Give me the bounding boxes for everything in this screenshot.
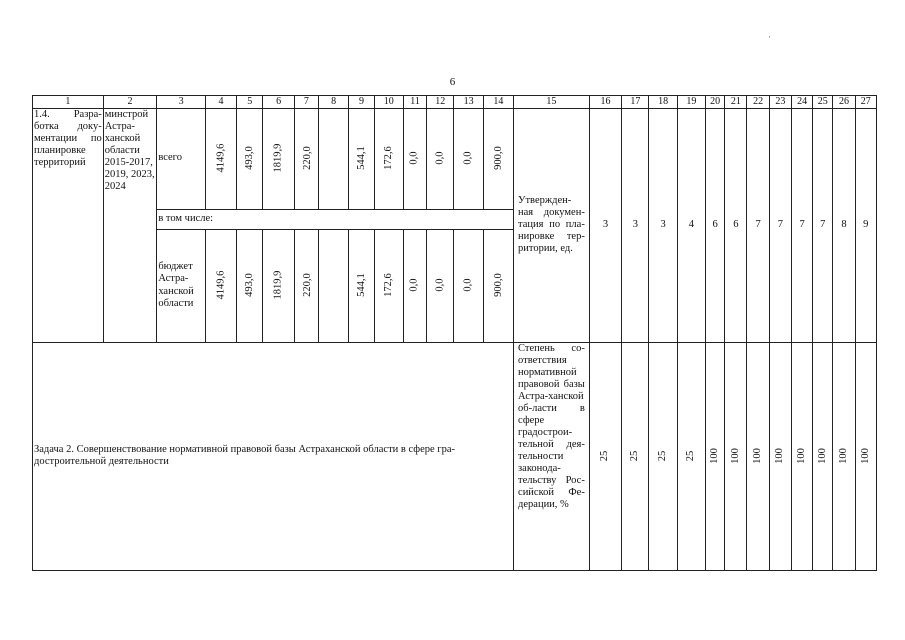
- task2-value: 25: [629, 450, 641, 462]
- indicator-value: 7: [747, 108, 769, 342]
- total-value: 0,0: [434, 151, 446, 166]
- task2-value: 100: [729, 448, 741, 464]
- column-number: 19: [677, 96, 705, 109]
- budget-value: 220,0: [301, 273, 313, 298]
- column-number: 13: [454, 96, 483, 109]
- task2-text: Задача 2. Совершенствование нормативной правовой базы Астраханской области в сфере гра-достроительной деятельности: [33, 342, 514, 570]
- task2-value: 25: [685, 450, 697, 462]
- indicator-value: 3: [649, 108, 677, 342]
- column-number: 1: [33, 96, 104, 109]
- column-number: 5: [237, 96, 263, 109]
- column-number: 15: [514, 96, 590, 109]
- budget-value: 1819,9: [272, 271, 284, 300]
- total-value: 172,6: [382, 146, 394, 171]
- program-table: [32, 95, 877, 571]
- indicator-value: 7: [813, 108, 833, 342]
- column-number: 7: [294, 96, 318, 109]
- indicator-value: 7: [791, 108, 812, 342]
- indicator-value: 3: [622, 108, 649, 342]
- total-value: 900,0: [492, 146, 504, 171]
- column-number: 25: [813, 96, 833, 109]
- total-value: 0,0: [462, 151, 474, 166]
- total-value: 1819,9: [272, 144, 284, 173]
- column-number: 21: [725, 96, 747, 109]
- column-number: 18: [649, 96, 677, 109]
- column-number: 11: [403, 96, 426, 109]
- column-number: 10: [374, 96, 403, 109]
- column-number: 24: [791, 96, 812, 109]
- page-number: 6: [449, 76, 456, 88]
- task2-indicator-text: Степень со-ответствия нормативной правовой базы Астра-ханской об-ласти в сфере градострои-тельной дея-тельности законода-тельству Рос-сийской Фе-дерации, %: [518, 342, 585, 511]
- task2-value: 100: [816, 448, 828, 464]
- column-number: 12: [427, 96, 454, 109]
- indicator-value: 7: [769, 108, 791, 342]
- task2-value: 100: [859, 448, 871, 464]
- column-number: 22: [747, 96, 769, 109]
- task2-value: 25: [657, 450, 669, 462]
- indicator-value: 4: [677, 108, 705, 342]
- column-number: 27: [855, 96, 876, 109]
- budget-value: 0,0: [462, 278, 474, 293]
- including-label: в том числе:: [157, 209, 514, 229]
- indicator-value: 3: [589, 108, 621, 342]
- column-number: 20: [706, 96, 725, 109]
- column-number: 9: [349, 96, 374, 109]
- column-number: 3: [157, 96, 206, 109]
- column-number: 26: [833, 96, 855, 109]
- column-number: 6: [263, 96, 294, 109]
- task2-value: 100: [837, 448, 849, 464]
- budget-value: 544,1: [356, 273, 368, 298]
- total-value: 4149,6: [215, 144, 227, 173]
- task14-name: 1.4. Разра-ботка доку-ментации по планировке территорий: [33, 108, 104, 342]
- budget-value: 172,6: [382, 273, 394, 298]
- budget-value: 4149,6: [215, 271, 227, 300]
- task14-indicator: Утвержден-ная докумен-тация по пла-нировке тер-ритории, ед.: [514, 108, 590, 342]
- indicator-value: 8: [833, 108, 855, 342]
- budget-value: 0,0: [434, 278, 446, 293]
- task14-executor: минстрой Астра-ханской области 2015-2017, 2019, 2023, 2024: [103, 108, 157, 342]
- task2-indicator: [514, 342, 590, 570]
- total-value: 493,0: [243, 146, 255, 171]
- budget-label: бюджет Астра-ханской области: [157, 229, 206, 342]
- task2-row: [33, 342, 877, 570]
- scan-dot: ·: [768, 32, 771, 42]
- task2-value: 100: [709, 448, 721, 464]
- task2-value: 100: [796, 448, 808, 464]
- total-value: 220,0: [301, 146, 313, 171]
- task2-value: 25: [599, 450, 611, 462]
- indicator-value: 6: [706, 108, 725, 342]
- column-number: 8: [319, 96, 349, 109]
- total-label: всего: [157, 108, 206, 209]
- column-number: 2: [103, 96, 157, 109]
- indicator-value: 9: [855, 108, 876, 342]
- budget-value: 900,0: [492, 273, 504, 298]
- total-value: 544,1: [356, 146, 368, 171]
- total-value: 0,0: [408, 151, 420, 166]
- column-number: 16: [589, 96, 621, 109]
- column-number-row: [33, 96, 877, 109]
- task2-value: 100: [752, 448, 764, 464]
- column-number: 17: [622, 96, 649, 109]
- column-number: 23: [769, 96, 791, 109]
- task2-value: 100: [774, 448, 786, 464]
- task14-total-row: [33, 108, 877, 209]
- column-number: 4: [205, 96, 236, 109]
- budget-value: 0,0: [408, 278, 420, 293]
- indicator-value: 6: [725, 108, 747, 342]
- budget-value: 493,0: [243, 273, 255, 298]
- column-number: 14: [483, 96, 513, 109]
